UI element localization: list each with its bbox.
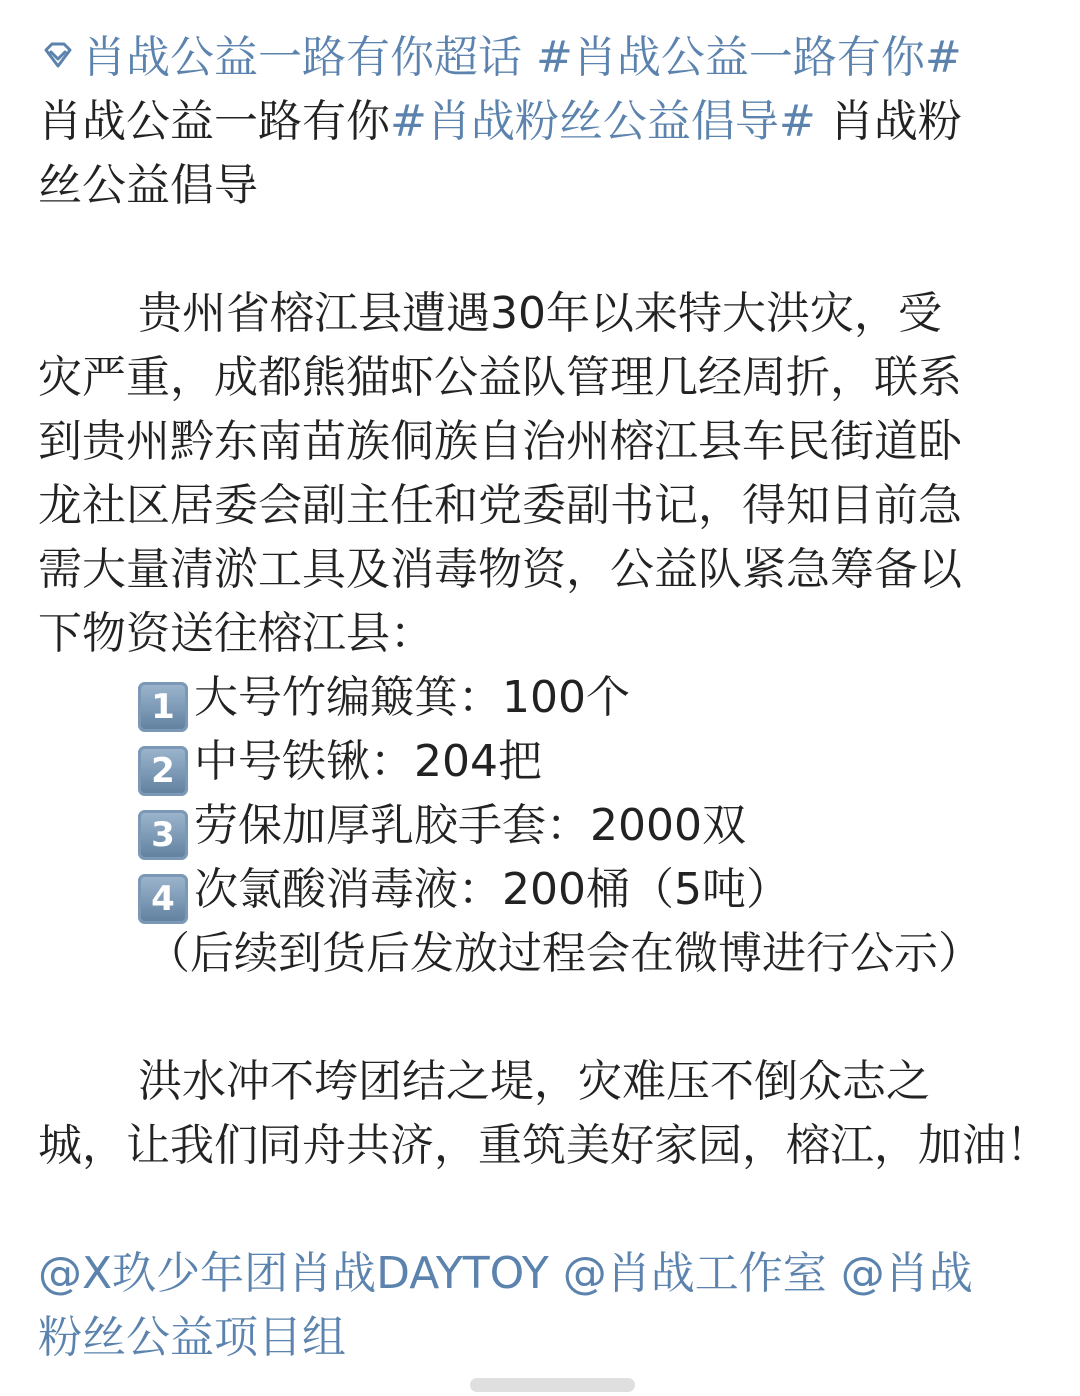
spacer xyxy=(38,218,1046,282)
list-item-text: 中号铁锹：204把 xyxy=(194,736,542,787)
keycap-3-icon: 3 xyxy=(138,810,188,860)
paragraph-2-line: 城，让我们同舟共济，重筑美好家园，榕江，加油！ xyxy=(38,1120,1050,1171)
mentions-line-2 xyxy=(38,1306,1046,1370)
watermark xyxy=(470,1378,635,1392)
mention-link-studio[interactable]: @肖战工作室 xyxy=(562,1248,827,1299)
paragraph-1-line: 到贵州黔东南苗族侗族自治州榕江县车民街道卧 xyxy=(38,416,962,467)
distribution-note: （后续到货后发放过程会在微博进行公示） xyxy=(146,928,982,979)
topic-text-tail: 肖战粉 xyxy=(815,96,962,147)
list-item xyxy=(38,666,1046,730)
list-item xyxy=(38,794,1046,858)
paragraph-1-line: 灾严重，成都熊猫虾公益队管理几经周折，联系 xyxy=(38,352,962,403)
post-header-line-3: 丝公益倡导 xyxy=(38,160,258,211)
mention-link-daytoy[interactable]: @X玖少年团肖战DAYTOY xyxy=(38,1248,549,1299)
keycap-4-icon: 4 xyxy=(138,874,188,924)
topic-text: 肖战公益一路有你 xyxy=(38,96,390,147)
hashtag-link-1[interactable]: #肖战公益一路有你# xyxy=(536,32,962,83)
list-item-text: 劳保加厚乳胶手套：2000双 xyxy=(194,800,746,851)
list-item xyxy=(38,730,1046,794)
paragraph-1-line: 需大量清淤工具及消毒物资，公益队紧急筹备以 xyxy=(38,544,962,595)
mention-link-charity-cont[interactable]: 粉丝公益项目组 xyxy=(38,1312,346,1363)
spacer xyxy=(38,1178,1046,1242)
supertopic-link[interactable] xyxy=(38,32,536,83)
post-header-line-2 xyxy=(38,90,1046,154)
paragraph-1-line: 下物资送往榕江县： xyxy=(38,608,434,659)
paragraph-1-line: 贵州省榕江县遭遇30年以来特大洪灾，受 xyxy=(138,288,942,339)
list-item xyxy=(38,858,1046,922)
weibo-post xyxy=(38,26,1050,1370)
supertopic-label: 肖战公益一路有你超话 xyxy=(82,32,522,83)
keycap-1-icon: 1 xyxy=(138,682,188,732)
diamond-icon xyxy=(38,36,78,76)
paragraph-2-line: 洪水冲不垮团结之堤，灾难压不倒众志之 xyxy=(138,1056,930,1107)
post-header-line-1 xyxy=(38,26,1046,90)
paragraph-1-line: 龙社区居委会副主任和党委副书记，得知目前急 xyxy=(38,480,962,531)
list-item-text: 大号竹编簸箕：100个 xyxy=(194,672,630,723)
spacer xyxy=(38,986,1046,1050)
list-item-text: 次氯酸消毒液：200桶（5吨） xyxy=(194,864,790,915)
keycap-2-icon: 2 xyxy=(138,746,188,796)
hashtag-link-2[interactable]: #肖战粉丝公益倡导# xyxy=(390,96,816,147)
mention-link-charity[interactable]: @肖战 xyxy=(840,1248,973,1299)
mentions-line-1 xyxy=(38,1242,1046,1306)
